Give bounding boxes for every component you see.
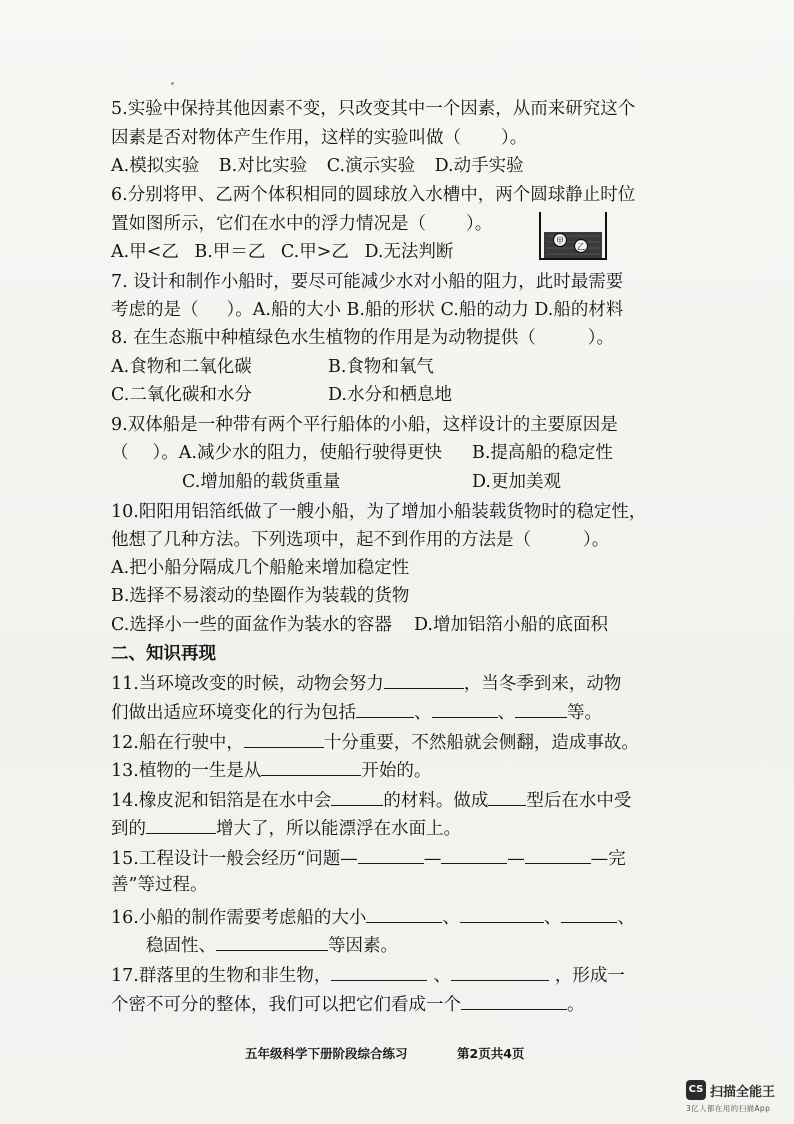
q15-blank-2[interactable]: [441, 845, 507, 864]
q17-blank-2[interactable]: [451, 962, 549, 981]
q14-blank-1[interactable]: [331, 787, 383, 806]
ball-a-label: 甲: [556, 236, 564, 246]
q12-line: 12.船在行驶中， 十分重要，不然船就会侧翻，造成事故。: [111, 729, 639, 755]
q8-opt-c: C.二氧化碳和水分: [111, 385, 252, 405]
q16-line1: 16.小船的制作需要考虑船的大小 、 、 、: [111, 904, 635, 930]
q7-line2: 考虑的是（ ）。A.船的大小 B.船的形状 C.船的动力 D.船的材料: [111, 300, 624, 320]
q13-blank[interactable]: [261, 757, 361, 776]
q17-blank-1[interactable]: [331, 962, 427, 981]
q9-opt-d: D.更加美观: [472, 472, 561, 492]
scan-speck: [171, 82, 174, 85]
scanner-app-name: 扫描全能王: [710, 1085, 776, 1100]
q9-opt-b: B.提高船的稳定性: [472, 443, 613, 463]
q9-opt-c: C.增加船的载货重量: [182, 472, 341, 492]
q8-opt-d: D.水分和栖息地: [328, 385, 452, 405]
q15-blank-3[interactable]: [525, 845, 591, 864]
q5-line2: 因素是否对物体产生作用，这样的实验叫做（ ）。: [111, 128, 528, 148]
q17-blank-3[interactable]: [461, 991, 567, 1010]
q17-line1: 17.群落里的生物和非生物， 、 ，形成一: [111, 962, 625, 988]
q8-opt-a: A.食物和二氧化碳: [111, 357, 252, 377]
footer-page-number: 第2页共4页: [457, 1046, 525, 1061]
q12-blank[interactable]: [244, 729, 324, 748]
q11-blank-2[interactable]: [356, 699, 414, 718]
q15-line1: 15.工程设计一般会经历“问题— — — —完: [111, 845, 626, 871]
scanner-watermark: [684, 1076, 784, 1116]
q8-opt-b: B.食物和氧气: [328, 357, 434, 377]
q6-line1: 6.分别将甲、乙两个体积相同的圆球放入水槽中，两个圆球静止时位: [111, 185, 636, 205]
q17-line2: 个密不可分的整体，我们可以把它们看成一个 。: [111, 991, 585, 1017]
q11-blank-1[interactable]: [384, 670, 464, 689]
q16-blank-3[interactable]: [561, 904, 617, 923]
q15-blank-1[interactable]: [358, 845, 424, 864]
water-tank-diagram: [536, 212, 610, 262]
q10-opt-c: C.选择小一些的面盆作为装水的容器: [111, 615, 392, 635]
q9-line1: 9.双体船是一种带有两个平行船体的小船，这样设计的主要原因是: [111, 415, 618, 435]
q10-opt-d: D.增加铝箔小船的底面积: [414, 615, 608, 635]
q16-blank-1[interactable]: [366, 904, 442, 923]
q9-line2: （ ）。A.减少水的阻力，使船行驶得更快: [111, 443, 442, 463]
q15-line2: 善”等过程。: [111, 875, 208, 895]
q10-line2: 他想了几种方法。下列选项中，起不到作用的方法是（ ）。: [111, 530, 610, 550]
q7-line1: 7. 设计和制作小船时，要尽可能减少水对小船的阻力，此时最需要: [111, 272, 624, 292]
q6-options: A.甲<乙 B.甲＝乙 C.甲>乙 D.无法判断: [111, 242, 454, 262]
camscanner-logo-icon: CS: [686, 1080, 706, 1100]
footer-title: 五年级科学下册阶段综合练习: [245, 1046, 408, 1061]
q13-line: 13.植物的一生是从 开始的。: [111, 757, 431, 783]
q16-blank-2[interactable]: [460, 904, 544, 923]
q11-blank-3[interactable]: [432, 699, 498, 718]
q16-blank-4[interactable]: [216, 932, 328, 951]
q10-opt-b: B.选择不易滚动的垫圈作为装载的货物: [111, 586, 410, 606]
scanner-tagline: 3亿人都在用的扫描App: [686, 1104, 771, 1113]
q14-blank-2[interactable]: [488, 787, 526, 806]
q11-line1: 11.当环境改变的时候，动物会努力 ，当冬季到来，动物: [111, 670, 621, 696]
q10-line1: 10.阳阳用铝箔纸做了一艘小船，为了增加小船装载货物时的稳定性，: [111, 502, 647, 522]
q6-line2: 置如图所示，它们在水中的浮力情况是（ ）。: [111, 214, 493, 234]
q5-options: A.模拟实验 B.对比实验 C.演示实验 D.动手实验: [111, 156, 524, 176]
q10-opt-a: A.把小船分隔成几个船舱来增加稳定性: [111, 558, 410, 578]
q16-line2: 稳固性、 等因素。: [146, 932, 398, 958]
q8-line1: 8. 在生态瓶中种植绿色水生植物的作用是为动物提供（ ）。: [111, 328, 615, 348]
q5-line1: 5.实验中保持其他因素不变，只改变其中一个因素，从而来研究这个: [111, 99, 636, 119]
q14-line1: 14.橡皮泥和铝箔是在水中会 的材料。做成 型后在水中受: [111, 787, 631, 813]
q14-line2: 到的 增大了，所以能漂浮在水面上。: [111, 815, 461, 841]
section-2-title: 二、知识再现: [111, 644, 216, 664]
ball-b-label: 乙: [577, 242, 585, 252]
q11-blank-4[interactable]: [515, 699, 567, 718]
q14-blank-3[interactable]: [146, 815, 216, 834]
q11-line2: 们做出适应环境变化的行为包括 、 、 等。: [111, 699, 602, 725]
